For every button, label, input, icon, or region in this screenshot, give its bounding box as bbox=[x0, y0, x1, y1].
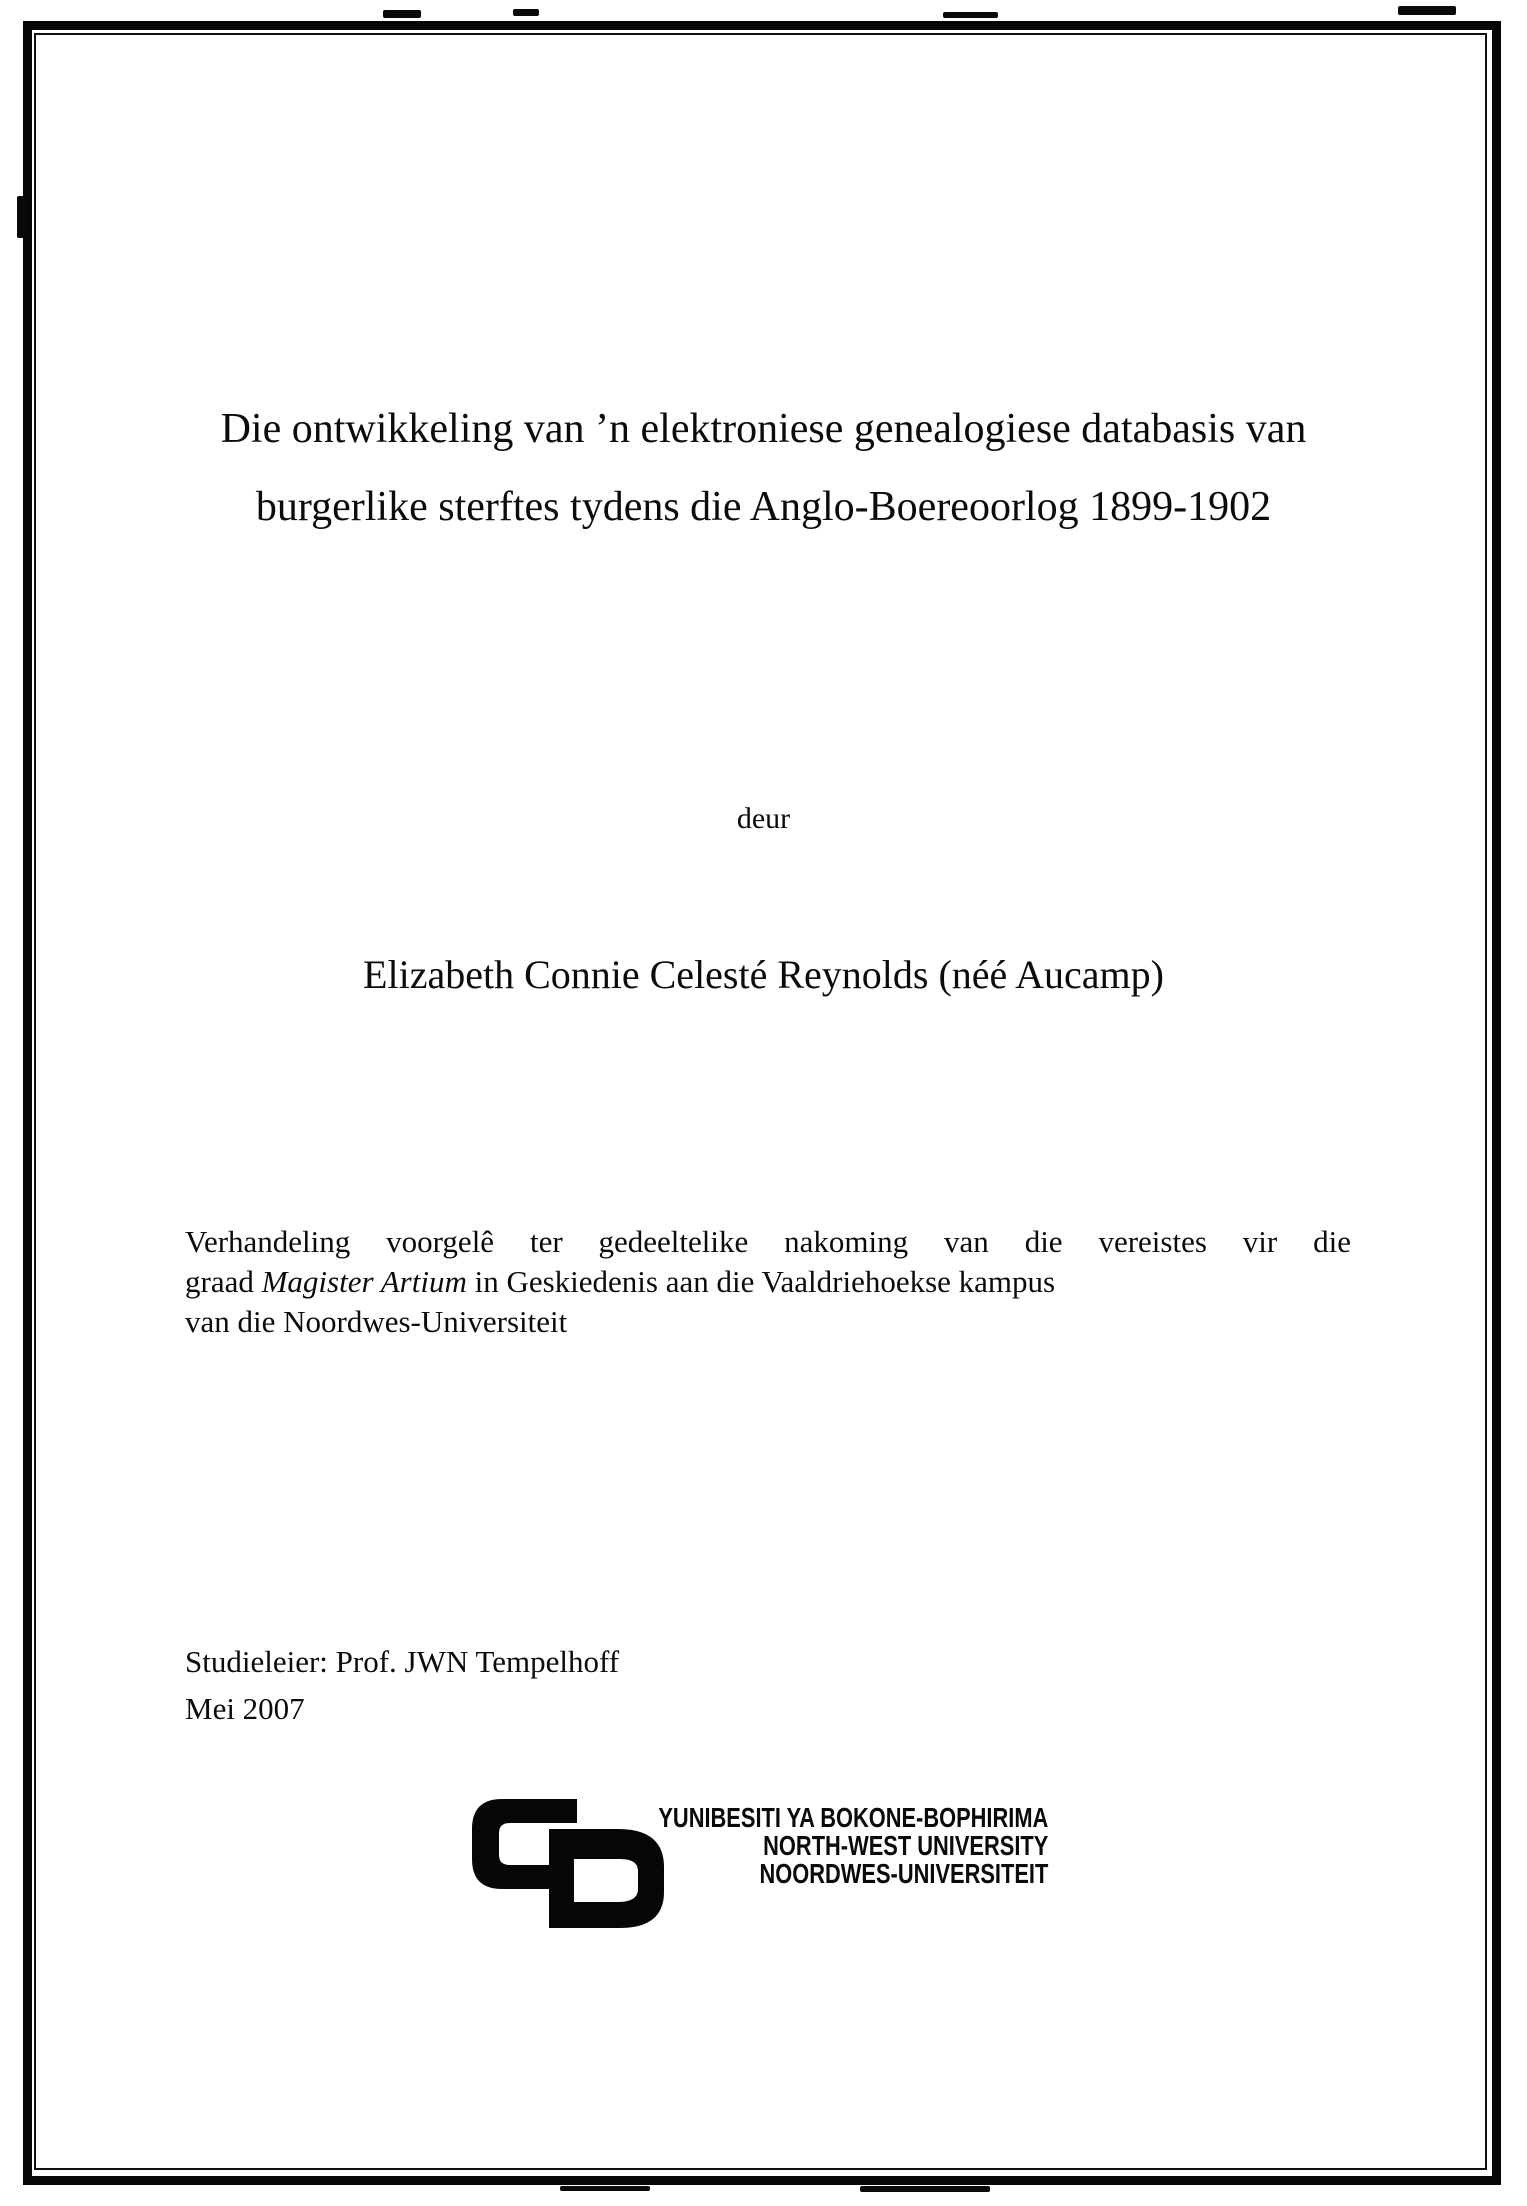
scan-artifact bbox=[1398, 6, 1456, 15]
supervisor-block bbox=[185, 1638, 619, 1732]
byline-deur: deur bbox=[736, 802, 791, 835]
scan-artifact bbox=[513, 9, 539, 16]
university-logo bbox=[470, 1795, 1070, 1945]
degree-statement bbox=[185, 1222, 1351, 1342]
thesis-title-line1: Die ontwikkeling van ’n elektroniese genealogiese databasis van bbox=[220, 406, 1307, 452]
university-logo-text bbox=[592, 1804, 1048, 1888]
supervisor-line: Studieleier: Prof. JWN Tempelhoff bbox=[185, 1644, 620, 1679]
scan-artifact bbox=[943, 12, 998, 18]
logo-text-afrikaans: NOORDWES-UNIVERSITEIT bbox=[759, 1858, 1049, 1889]
thesis-title bbox=[60, 390, 1467, 546]
thesis-title-line2: burgerlike sterftes tydens die Anglo-Boereoorlog 1899-1902 bbox=[255, 484, 1272, 530]
author-name: Elizabeth Connie Celesté Reynolds (néé Aucamp) bbox=[363, 952, 1164, 997]
scan-artifact bbox=[17, 196, 26, 238]
logo-text-setswana: YUNIBESITI YA BOKONE-BOPHIRIMA bbox=[658, 1802, 1049, 1833]
degree-statement-line1: Verhandeling voorgelê ter gedeeltelike nakoming van die vereistes vir die bbox=[185, 1224, 1351, 1259]
scan-artifact bbox=[383, 10, 421, 18]
degree-statement-line2 bbox=[185, 1262, 1351, 1302]
degree-statement-line2-post: in Geskiedenis aan die Vaaldriehoekse kampus bbox=[466, 1264, 1056, 1299]
degree-statement-line3: van die Noordwes-Universiteit bbox=[185, 1304, 568, 1339]
date-line: Mei 2007 bbox=[185, 1691, 305, 1726]
scan-artifact bbox=[560, 2186, 650, 2191]
degree-statement-line2-pre: graad bbox=[185, 1264, 262, 1299]
logo-text-english: NORTH-WEST UNIVERSITY bbox=[763, 1830, 1049, 1861]
scan-artifact bbox=[860, 2186, 990, 2192]
degree-name-italic: Magister Artium bbox=[261, 1264, 467, 1299]
